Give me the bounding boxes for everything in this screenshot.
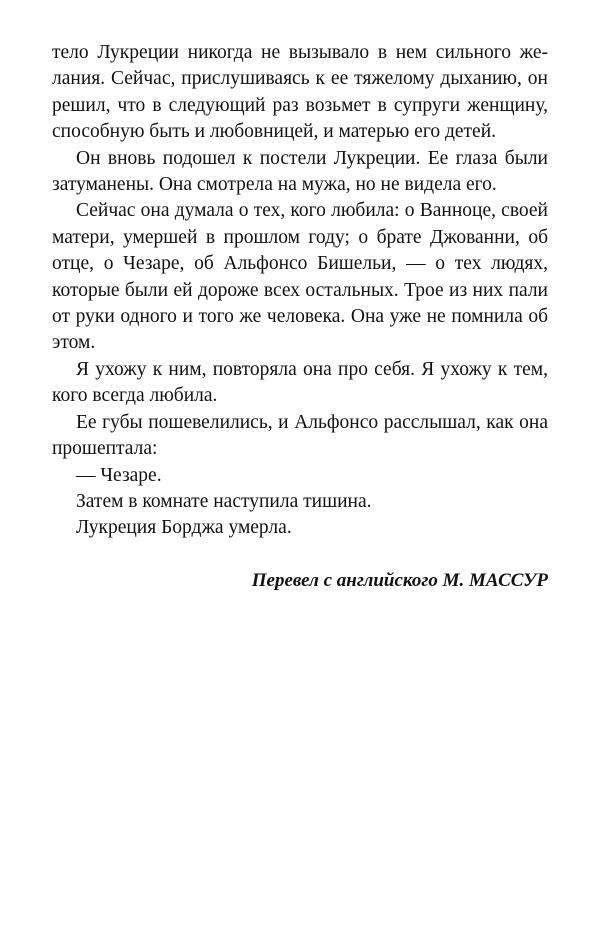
paragraph-4: Я ухожу к ним, повторяла она про себя. Я ухожу к тем, кого всегда любила.	[52, 358, 548, 407]
paragraph-8: Лукреция Борджа умерла.	[76, 517, 292, 539]
translator-credit: Перевел с английского М. МАССУР	[251, 569, 548, 591]
paragraph-7: Затем в комнате наступила тишина.	[76, 490, 372, 512]
paragraph-3: Сейчас она думала о тех, кого любила: о Ванноце, своей матери, умершей в прошлом году; о брате Джованни, об отце, о Чезаре, об Альфонсо Бишельи, — о тех людях, которые были ей дороже всех остальных. Трое из них пали от руки одного и того же человека. Она уже не помнила об этом.	[52, 200, 548, 354]
paragraph-2: Он вновь подошел к постели Лукреции. Ее глаза были затуманены. Она смотрела на мужа, но не видела его.	[52, 147, 548, 196]
paragraph-1: тело Лукреции никогда не вызывало в нем сильного желания. Сейчас, прислушиваясь к ее тяжелому дыханию, он решил, что в следующий раз возьмет в супруги женщину, способную быть и любовницей, и матерью его детей.	[52, 42, 548, 143]
paragraph-5: Ее губы пошевелились, и Альфонсо расслышал, как она прошептала:	[52, 411, 548, 460]
paragraph-6-dialogue: — Чезаре.	[76, 464, 162, 486]
book-page	[52, 40, 548, 594]
